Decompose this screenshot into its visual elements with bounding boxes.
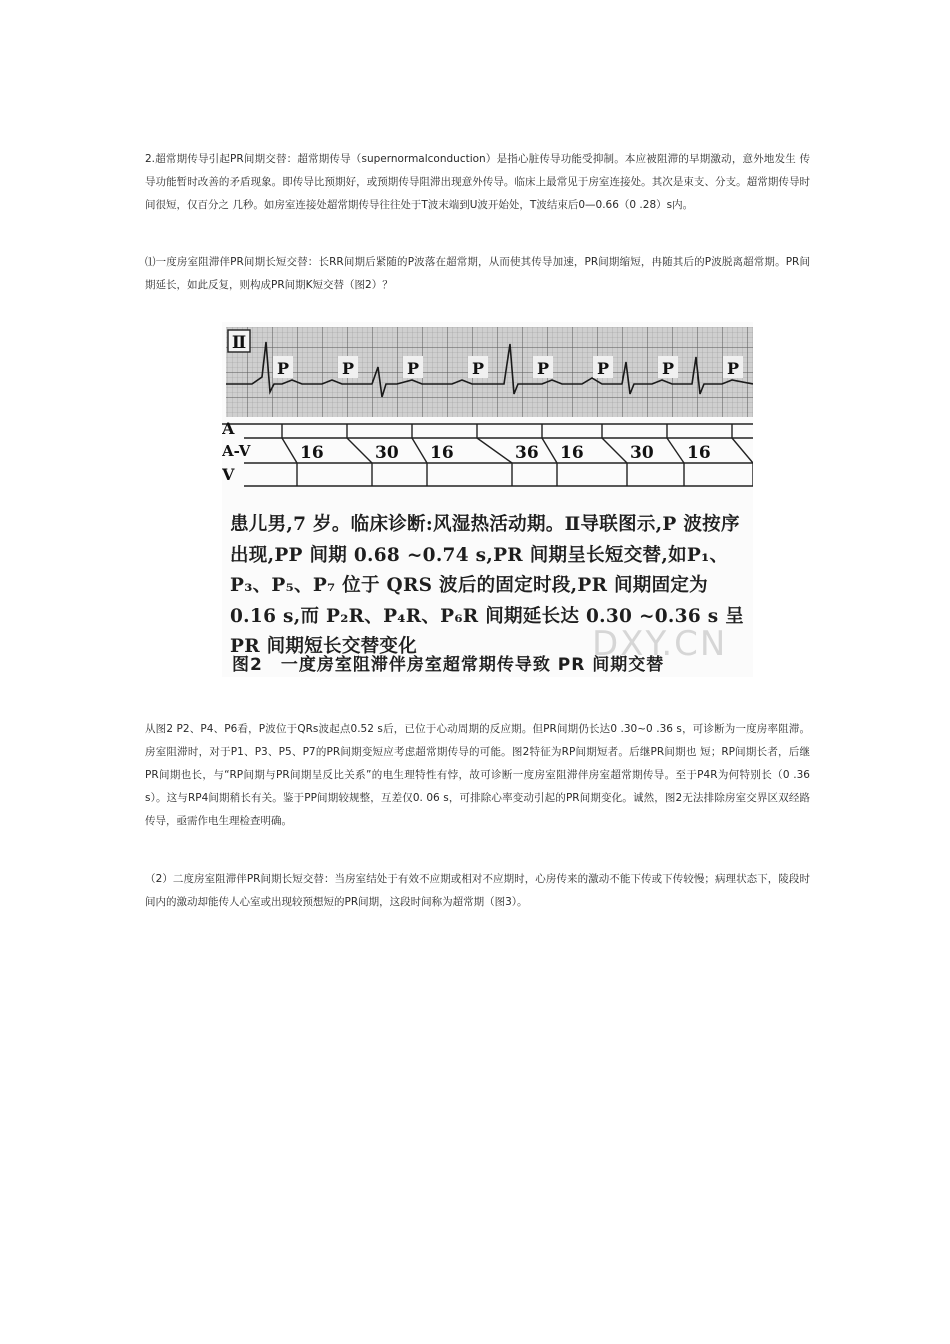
watermark: DXY.CN (592, 624, 728, 664)
av-interval-value: 16 (430, 443, 454, 463)
p-wave-label: P (727, 359, 740, 378)
av-interval-value: 30 (630, 443, 654, 463)
figure-title: 图2 一度房室阻滞伴房室超常期传导致 PR 间期交替 (232, 655, 665, 675)
av-interval-value: 30 (375, 443, 399, 463)
ecg-figure-2 (222, 322, 753, 677)
paragraph-supernormal-conduction: 2.超常期传导引起PR间期交替：超常期传导（supernormalconduction）是指心脏传导功能受抑制。本应被阻滞的早期激动，意外地发生 传导功能暂时改善的矛盾现象。即传导比预期好，或预期传导阻滞出现意外传导。临床上最常见于房室连接处。其次是束支、分支。超常期传导时间很短，仅百分之 几秒。如房室连接处超常期传导往往处于T波末端到U波开始处，T波结束后0—0.66（0 .28）s内。 (145, 153, 810, 211)
ladder-av-line (477, 438, 512, 463)
p-wave-label: P (472, 359, 485, 378)
p-wave-label: P (407, 359, 420, 378)
paragraph-figure-analysis: 从图2 P2、P4、P6看，P波位于QRs波起点0.52 s后，已位于心动周期的反应期。但PR间期仍长达0 .30~0 .36 s，可诊断为一度房率阻滞。房室阻滞时，对于P1、P3、P5、P7的PR间期变短应考虑超常期传导的可能。图2特征为RP间期短者。后继PR间期也 短；RP间期长者，后继PR间期也长，与“RP间期与PR间期呈反比关系”的电生理特性有悖，故可诊断一度房室阻滞伴房室超常期传导。至于P4R为何特别长（0 .36 s）。这与RP4间期稍长有关。鉴于PP间期较规整，互差仅0. 06 s，可排除心率变动引起的PR间期变化。诚然，图2无法排除房室交界区双经路传导，亟需作电生理检查明确。 (145, 723, 810, 827)
ladder-av-line (542, 438, 557, 463)
p-wave-label: P (342, 359, 355, 378)
p-wave-label: P (662, 359, 675, 378)
row-label-av: A-V (222, 442, 251, 460)
ecg-ladder-diagram (222, 322, 753, 507)
p-wave-label: P (597, 359, 610, 378)
lead-label: Ⅱ (231, 333, 247, 353)
p-wave-label: P (537, 359, 550, 378)
ladder-av-line (347, 438, 372, 463)
ladder-av-line (602, 438, 627, 463)
ladder-av-line (282, 438, 297, 463)
figure-caption: 患儿男,7 岁。临床诊断:风湿热活动期。Ⅱ导联图示,P 波按序出现,PP 间期 0.68 ~0.74 s,PR 间期呈长短交替,如P₁、P₃、P₅、P₇ 位于 QRS 波后的固定时段,PR 间期固定为 0.16 s,而 P₂R、P₄R、P₆R 间期延长达 0.30 ~0.36 s 呈 PR 间期短长交替变化 (230, 514, 744, 657)
paragraph-first-degree-block: ⑴一度房室阻滞伴PR间期长短交替：长RR间期后紧随的P波落在超常期，从而使其传导加速，PR间期缩短，冉随其后的P波脱离超常期。PR间期延长，如此反复，则构成PR间期K短交替（图2）？ (145, 256, 810, 291)
paragraph-second-degree-block: （2）二度房室阻滞伴PR间期长短交替：当房室结处于有效不应期或相对不应期时，心房传来的激动不能下传或下传较慢；病理状态下，陵段时间内的激动却能传人心室或出现较预想短的PR间期，这段时间称为超常期（图3）。 (145, 873, 810, 908)
row-label-a: A (222, 419, 235, 438)
ladder-av-line (732, 438, 753, 463)
ladder-av-line (667, 438, 684, 463)
ladder-av-line (412, 438, 427, 463)
av-interval-value: 16 (560, 443, 584, 463)
av-interval-value: 36 (515, 443, 539, 463)
av-interval-value: 16 (300, 443, 324, 463)
av-interval-value: 16 (687, 443, 711, 463)
p-wave-label: P (277, 359, 290, 378)
row-label-v: V (222, 465, 235, 484)
